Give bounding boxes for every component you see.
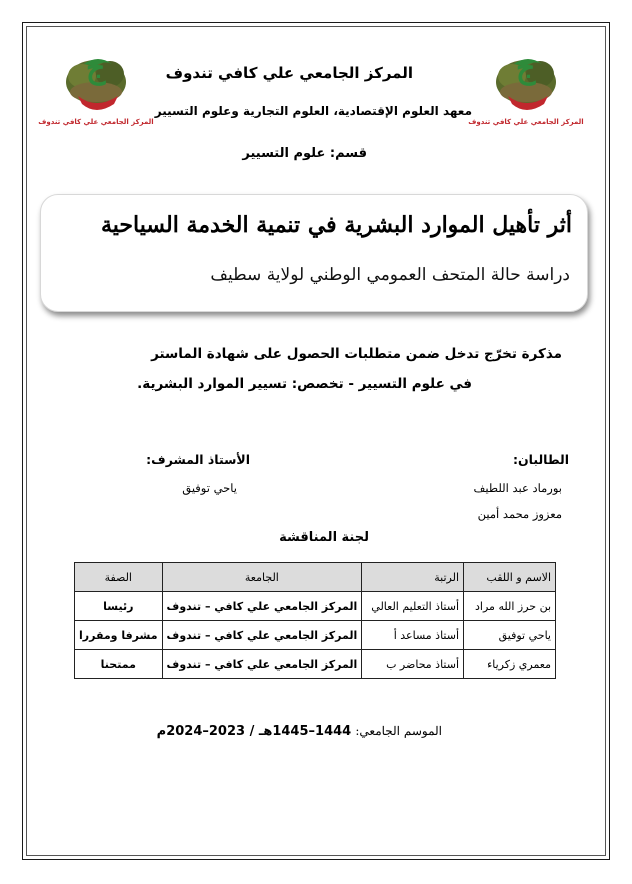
header-university: الجامعة — [162, 563, 362, 592]
member-university: المركز الجامعي علي كافي – تندوف — [162, 621, 362, 650]
member-rank: أستاذ محاضر ب — [362, 650, 464, 679]
supervisor-name: ياحي توفيق — [182, 481, 237, 495]
memo-line-2: في علوم التسيير - تخصص: تسيير الموارد البشرية. — [137, 376, 472, 392]
committee-title: لجنة المناقشة — [279, 530, 369, 545]
member-name: ياحي توفيق — [464, 621, 556, 650]
table-row — [75, 592, 556, 621]
thesis-title: أثر تأهيل الموارد البشرية في تنمية الخدمة السياحية — [100, 212, 572, 238]
institute-name: معهد العلوم الإقتصادية، العلوم التجارية وعلوم التسيير — [154, 104, 472, 118]
member-role: مشرفا ومقررا — [75, 621, 163, 650]
student-name-1: بورماد عبد اللطيف — [473, 481, 562, 495]
university-logo-left — [38, 46, 154, 128]
header-name: الاسم و اللقب — [464, 563, 556, 592]
committee-table — [74, 562, 556, 679]
season-label: الموسم الجامعي: — [355, 724, 442, 738]
member-university: المركز الجامعي علي كافي – تندوف — [162, 592, 362, 621]
member-name: بن حرز الله مراد — [464, 592, 556, 621]
department-name: قسم: علوم التسيير — [242, 146, 367, 161]
logo-caption: المركز الجامعي علي كافي تندوف — [38, 118, 154, 126]
table-row — [75, 621, 556, 650]
member-rank: أستاذ مساعد أ — [362, 621, 464, 650]
students-label: الطالبان: — [512, 452, 569, 467]
member-name: معمري زكرياء — [464, 650, 556, 679]
thesis-subtitle: دراسة حالة المتحف العمومي الوطني لولاية سطيف — [210, 265, 570, 285]
member-role: ممتحنا — [75, 650, 163, 679]
logo-letter: ج — [516, 51, 536, 86]
memo-line-1: مذكرة تخرّج تدخل ضمن متطلبات الحصول على شهادة الماستر — [151, 346, 562, 362]
member-rank: أستاذ التعليم العالي — [362, 592, 464, 621]
university-name: المركز الجامعي علي كافي تندوف — [165, 64, 413, 82]
member-role: رئيسا — [75, 592, 163, 621]
header-rank: الرتبة — [362, 563, 464, 592]
member-university: المركز الجامعي علي كافي – تندوف — [162, 650, 362, 679]
logo-letter: ج — [86, 51, 106, 86]
supervisor-label: الأستاذ المشرف: — [146, 452, 250, 467]
season-value: 1444–1445هـ / 2023–2024م — [156, 724, 352, 739]
university-logo-right — [468, 46, 584, 128]
table-header-row — [75, 563, 556, 592]
academic-season — [157, 724, 442, 739]
student-name-2: معزوز محمد أمين — [477, 507, 562, 521]
logo-caption: المركز الجامعي علي كافي تندوف — [468, 118, 584, 126]
header-role: الصفة — [75, 563, 163, 592]
table-row — [75, 650, 556, 679]
